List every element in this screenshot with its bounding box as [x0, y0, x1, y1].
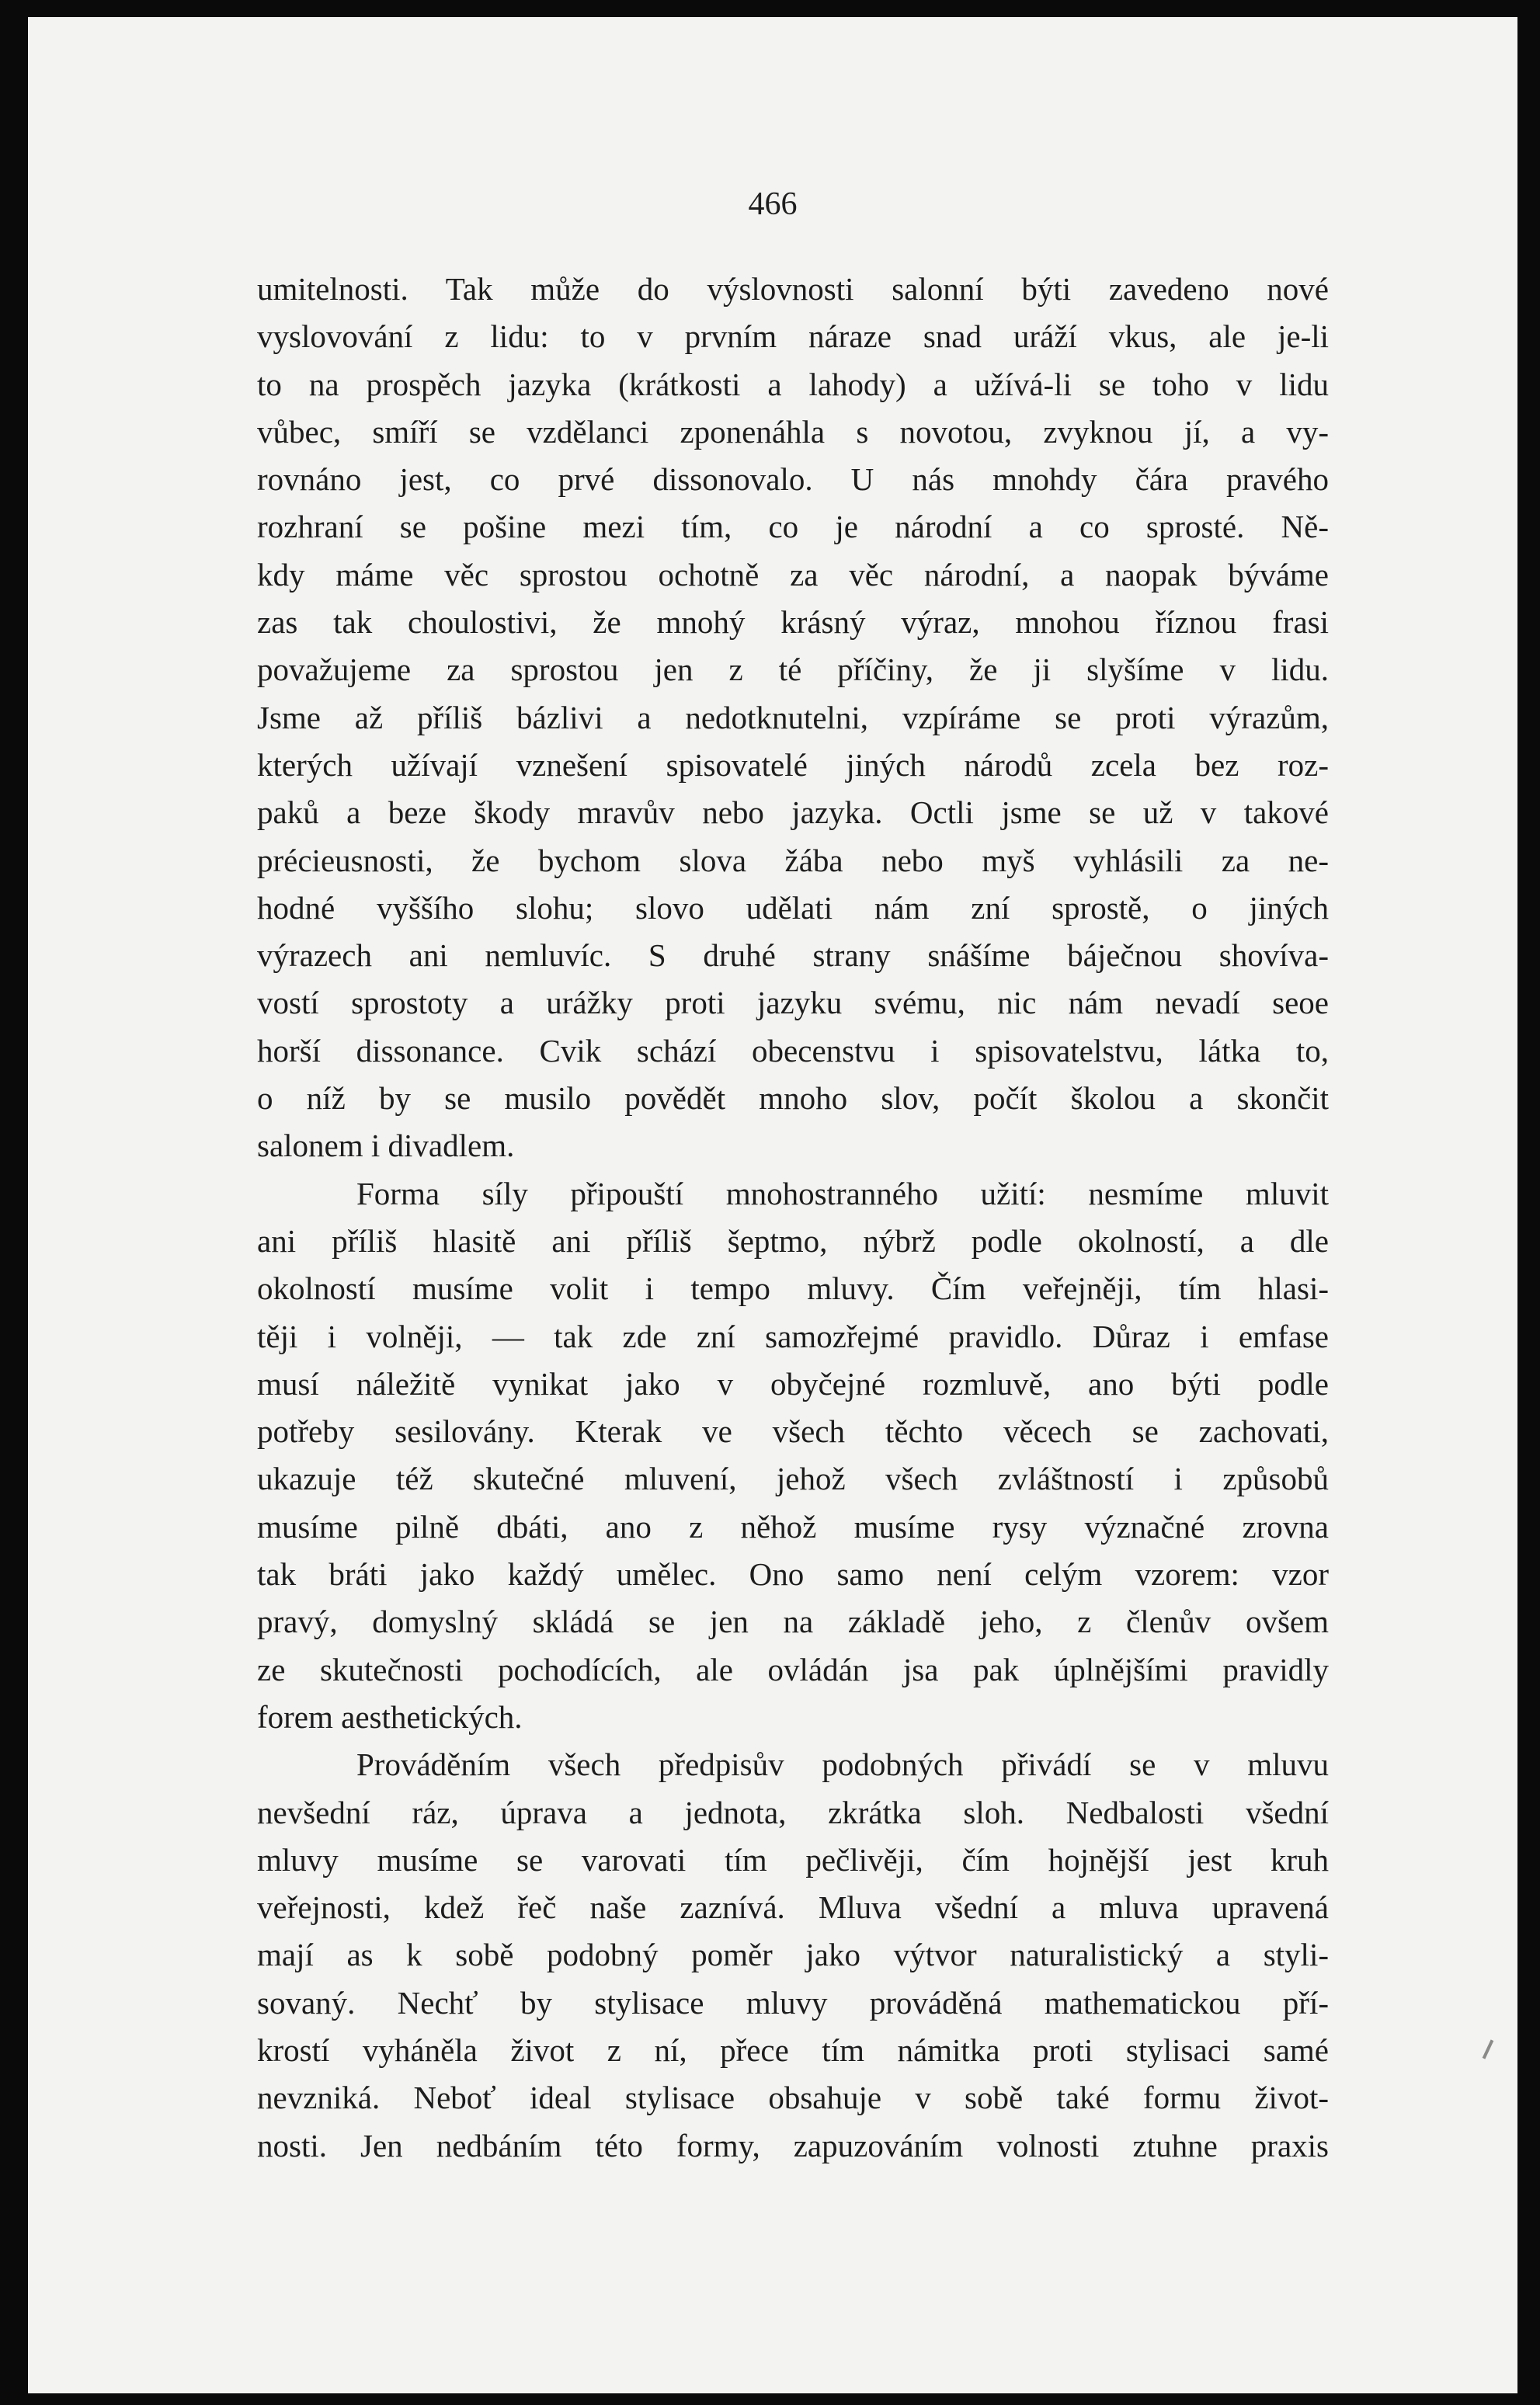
text-line: ani příliš hlasitě ani příliš šeptmo, nýbrž podle okolností, a dle [257, 1222, 1329, 1259]
text-line: Jsme až příliš bázlivi a nedotknutelni, vzpíráme se proti výrazům, [257, 699, 1329, 735]
text-line: vostí sprostoty a urážky proti jazyku svému, nic nám nevadí seoe [257, 985, 1329, 1021]
text-line: nevzniká. Neboť ideal stylisace obsahuje v sobě také formu život- [257, 2080, 1329, 2116]
text-line: zas tak choulostivi, že mnohý krásný výraz, mnohou říznou frasi [257, 604, 1329, 641]
text-line: musíme pilně dbáti, ano z něhož musíme rysy význačné zrovna [257, 1508, 1329, 1545]
book-page [28, 17, 1517, 2393]
text-line: považujeme za sprostou jen z té příčiny, že ji slyšíme v lidu. [257, 652, 1329, 688]
text-line: kdy máme věc sprostou ochotně za věc národní, a naopak býváme [257, 556, 1329, 593]
text-line: potřeby sesilovány. Kterak ve všech těchto věcech se zachovati, [257, 1413, 1329, 1450]
text-line: paků a beze škody mravův nebo jazyka. Octli jsme se už v takové [257, 794, 1329, 831]
text-line: pravý, domyslný skládá se jen na základě jeho, z členův ovšem [257, 1604, 1329, 1640]
text-line: hodné vyššího slohu; slovo udělati nám zní sprostě, o jiných [257, 889, 1329, 926]
paragraph-end-line: salonem i divadlem. [257, 1128, 515, 1164]
text-line: vůbec, smíří se vzdělanci zponenáhla s novotou, zvyknou jí, a vy- [257, 413, 1329, 450]
body-text [257, 266, 1329, 2170]
text-line: to na prospěch jazyka (krátkosti a lahody) a užívá-li se toho v lidu [257, 366, 1329, 402]
paragraph-end-line: forem aesthetických. [257, 1698, 523, 1735]
text-line: nosti. Jen nedbáním této formy, zapuzováním volnosti ztuhne praxis [257, 2127, 1329, 2163]
text-line: vyslovování z lidu: to v prvním náraze snad uráží vkus, ale je-li [257, 318, 1329, 355]
text-line: horší dissonance. Cvik schází obecenstvu i spisovatelstvu, látka to, [257, 1032, 1329, 1069]
text-line: mají as k sobě podobný poměr jako výtvor naturalistický a styli- [257, 1937, 1329, 1973]
stray-pen-mark [1483, 2039, 1494, 2059]
text-line: ukazuje též skutečné mluvení, jehož všech zvláštností i způsobů [257, 1461, 1329, 1497]
text-line: précieusnosti, že bychom slova žába nebo myš vyhlásili za ne- [257, 842, 1329, 878]
text-line: těji i volněji, — tak zde zní samozřejmé pravidlo. Důraz i emfase [257, 1318, 1329, 1354]
page-number: 466 [748, 186, 798, 222]
paragraph-start-line: Prováděním všech předpisův podobných přivádí se v mluvu [356, 1746, 1329, 1783]
text-line: rozhraní se pošine mezi tím, co je národní a co sprosté. Ně- [257, 509, 1329, 545]
text-line: o níž by se musilo povědět mnoho slov, počít školou a skončit [257, 1080, 1329, 1117]
text-line: kterých užívají vznešení spisovatelé jiných národů zcela bez roz- [257, 746, 1329, 783]
text-line: sovaný. Nechť by stylisace mluvy prováděná mathematickou pří- [257, 1984, 1329, 2021]
text-line: veřejnosti, kdež řeč naše zaznívá. Mluva všední a mluva upravená [257, 1889, 1329, 1926]
text-line: umitelnosti. Tak může do výslovnosti salonní býti zavedeno nové [257, 271, 1329, 307]
text-line: rovnáno jest, co prvé dissonovalo. U nás mnohdy čára pravého [257, 461, 1329, 498]
text-line: krostí vyháněla život z ní, přece tím námitka proti stylisaci samé [257, 2031, 1329, 2068]
text-line: výrazech ani nemluvíc. S druhé strany snášíme báječnou shovíva- [257, 937, 1329, 974]
text-line: tak bráti jako každý umělec. Ono samo není celým vzorem: vzor [257, 1556, 1329, 1593]
text-line: mluvy musíme se varovati tím pečlivěji, čím hojnější jest kruh [257, 1841, 1329, 1878]
text-line: musí náležitě vynikat jako v obyčejné rozmluvě, ano býti podle [257, 1365, 1329, 1402]
paragraph-start-line: Forma síly připouští mnohostranného užití: nesmíme mluvit [356, 1175, 1329, 1211]
text-line: okolností musíme volit i tempo mluvy. Čím veřejněji, tím hlasi- [257, 1270, 1329, 1307]
text-line: ze skutečnosti pochodících, ale ovládán jsa pak úplnějšími pravidly [257, 1651, 1329, 1687]
text-line: nevšední ráz, úprava a jednota, zkrátka sloh. Nedbalosti všední [257, 1794, 1329, 1830]
